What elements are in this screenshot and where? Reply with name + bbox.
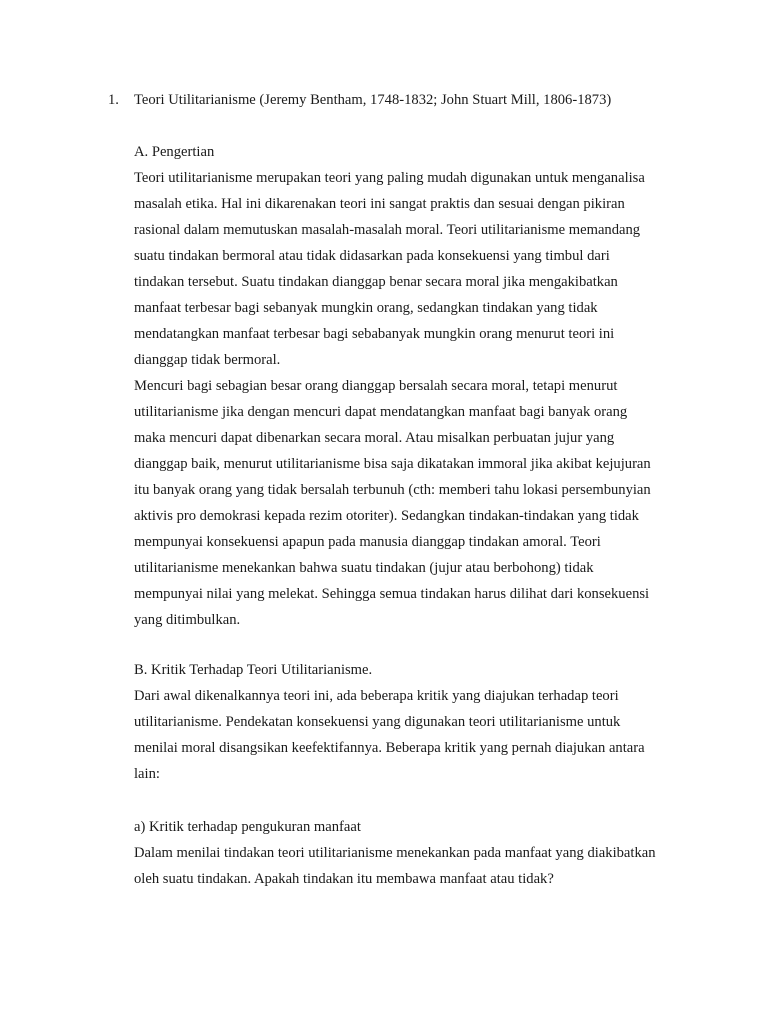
subsection-a-title: a) Kritik terhadap pengukuran manfaat [134,819,361,835]
paragraph-line: maka mencuri dapat dibenarkan secara moral. Atau misalkan perbuatan jujur yang [134,430,615,446]
paragraph-line: mempunyai nilai yang melekat. Sehingga semua tindakan harus dilihat dari konsekuensi [134,586,650,602]
paragraph-line: utilitarianisme menekankan bahwa suatu tindakan (jujur atau berbohong) tidak [134,560,594,576]
section-a-title: A. Pengertian [134,144,215,160]
paragraph-line: tindakan tersebut. Suatu tindakan dianggap benar secara moral jika mengakibatkan [134,274,618,290]
section-a [134,139,694,633]
heading-number: 1. [108,92,119,108]
paragraph-line: Teori utilitarianisme merupakan teori yang paling mudah digunakan untuk menganalisa [134,170,645,186]
paragraph-line: Dalam menilai tindakan teori utilitarianisme menekankan pada manfaat yang diakibatkan [134,845,656,861]
paragraph-line: masalah etika. Hal ini dikarenakan teori ini sangat praktis dan sesuai dengan pikiran [134,196,625,212]
section-b [134,657,694,787]
heading-title: Teori Utilitarianisme (Jeremy Bentham, 1748-1832; John Stuart Mill, 1806-1873) [134,92,612,108]
paragraph-line: utilitarianisme jika dengan mencuri dapat mendatangkan manfaat bagi banyak orang [134,404,628,420]
paragraph-line: dianggap baik, menurut utilitarianisme bisa saja dikatakan immoral jika akibat kejujuran [134,456,651,472]
paragraph-line: mempunyai konsekuensi apapun pada manusia dianggap tindakan amoral. Teori [134,534,601,550]
paragraph-line: manfaat terbesar bagi sebanyak mungkin orang, sedangkan tindakan yang tidak [134,300,598,316]
paragraph-line: rasional dalam memutuskan masalah-masalah moral. Teori utilitarianisme memandang [134,222,641,238]
subsection-a [134,814,694,892]
paragraph-line: aktivis pro demokrasi kepada rezim otoriter). Sedangkan tindakan-tindakan yang tidak [134,508,639,524]
paragraph-line: yang ditimbulkan. [134,612,241,628]
paragraph-line: menilai moral disangsikan keefektifannya. Beberapa kritik yang pernah diajukan antara [134,740,645,756]
section-b-title: B. Kritik Terhadap Teori Utilitarianisme. [134,662,373,678]
paragraph-line: lain: [134,766,160,782]
paragraph-line: dianggap tidak bermoral. [134,352,281,368]
paragraph-line: Mencuri bagi sebagian besar orang dianggap bersalah secara moral, tetapi menurut [134,378,618,394]
paragraph-line: suatu tindakan bermoral atau tidak didasarkan pada konsekuensi yang timbul dari [134,248,610,264]
paragraph-line: oleh suatu tindakan. Apakah tindakan itu membawa manfaat atau tidak? [134,871,554,887]
paragraph-line: Dari awal dikenalkannya teori ini, ada beberapa kritik yang diajukan terhadap teori [134,688,619,704]
paragraph-line: itu banyak orang yang tidak bersalah terbunuh (cth: memberi tahu lokasi persembunyian [134,482,651,498]
paragraph-line: mendatangkan manfaat terbesar bagi sebabanyak mungkin orang menurut teori ini [134,326,615,342]
paragraph-line: utilitarianisme. Pendekatan konsekuensi yang digunakan teori utilitarianisme untuk [134,714,621,730]
